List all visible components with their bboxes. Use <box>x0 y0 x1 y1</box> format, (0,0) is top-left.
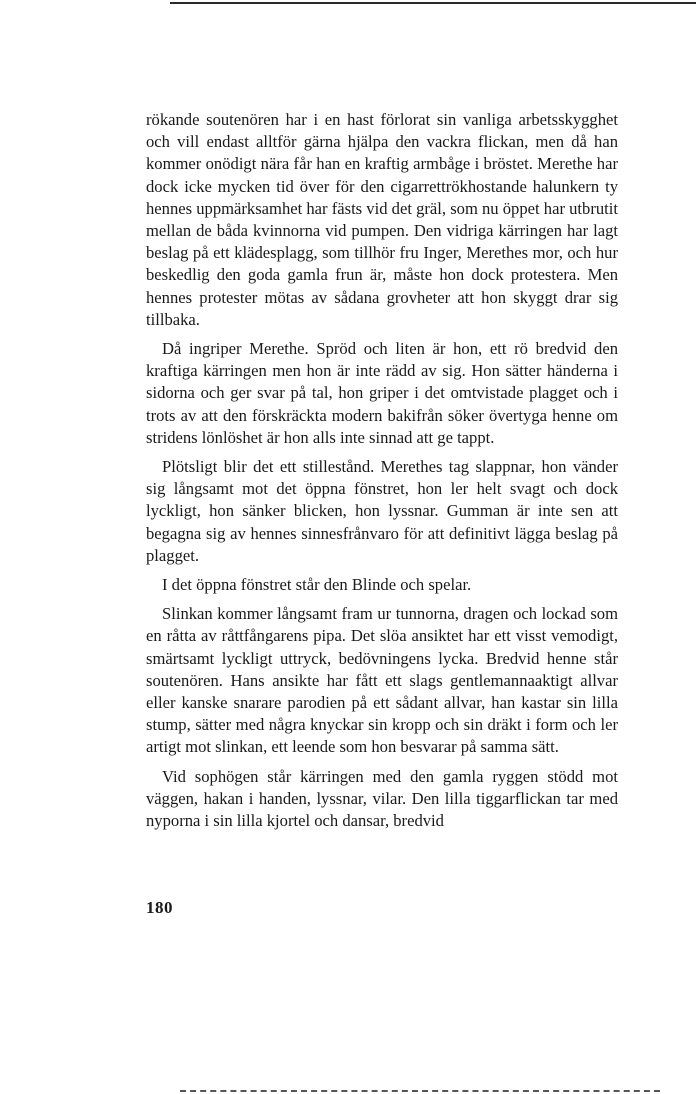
paragraph: rökande soutenören har i en hast förlorat sin vanliga arbetsskygghet och vill endast alltför gärna hjälpa den vackra flickan, men då han kommer onödigt nära får han en kraftig armbåge i bröstet. Merethe har dock icke mycken tid över för den cigarrettrökhostande halunkern ty hennes uppmärksamhet har fästs vid det gräl, som nu öppet har utbrutit mellan de båda kvinnorna vid pumpen. Den vidriga kärringen har lagt beslag på ett klädesplagg, som tillhör fru Inger, Merethes mor, och hur beskedlig den goda gamla frun är, måste hon dock protestera. Men hennes protester mötas av sådana grovheter att hon skyggt drar sig tillbaka. <box>146 110 618 329</box>
paragraph: I det öppna fönstret står den Blinde och spelar. <box>162 575 472 595</box>
paragraph: Vid sophögen står kärringen med den gamla ryggen stödd mot väggen, hakan i handen, lyssnar, vilar. Den lilla tiggarflickan tar med nyporna i sin lilla kjortel och dansar, bredvid <box>146 766 618 831</box>
bottom-edge <box>180 1090 660 1092</box>
body-text <box>146 109 618 832</box>
page-number: 180 <box>146 898 173 917</box>
paragraph: Plötsligt blir det ett stillestånd. Merethes tag slappnar, hon vänder sig långsamt mot det öppna fönstret, hon ler helt svagt och dock lyckligt, hon sänker blicken, hon lyssnar. Gumman är inte sen att begagna sig av hennes sinnesfrånvaro för att definitivt lägga beslag på plagget. <box>146 457 618 565</box>
paragraph: Då ingriper Merethe. Spröd och liten är hon, ett rö bredvid den kraftiga kärringen men hon är inte rädd av sig. Hon sätter händerna i sidorna och ger svar på tal, hon griper i det omtvistade plagget och i trots av att den förskräckta modern bakifrån söker övertyga henne om stridens lönlöshet är hon alls inte sinnad att ge tappt. <box>146 339 618 447</box>
top-rule <box>170 2 696 4</box>
paragraph: Slinkan kommer långsamt fram ur tunnorna, dragen och lockad som en råtta av råttfångarens pipa. Det slöa ansiktet har ett visst vemodigt, smärtsamt lyckligt uttryck, bedövningens lycka. Bredvid henne står soutenören. Hans ansikte har fått ett slags gentlemannaaktigt allvar eller kanske snarare parodien på ett sådant allvar, han kastar sin lilla stump, sätter med några knyckar sin kropp och sin dräkt i form och ler artigt mot slinkan, ett leende som hon besvarar på samma sätt. <box>146 604 618 757</box>
